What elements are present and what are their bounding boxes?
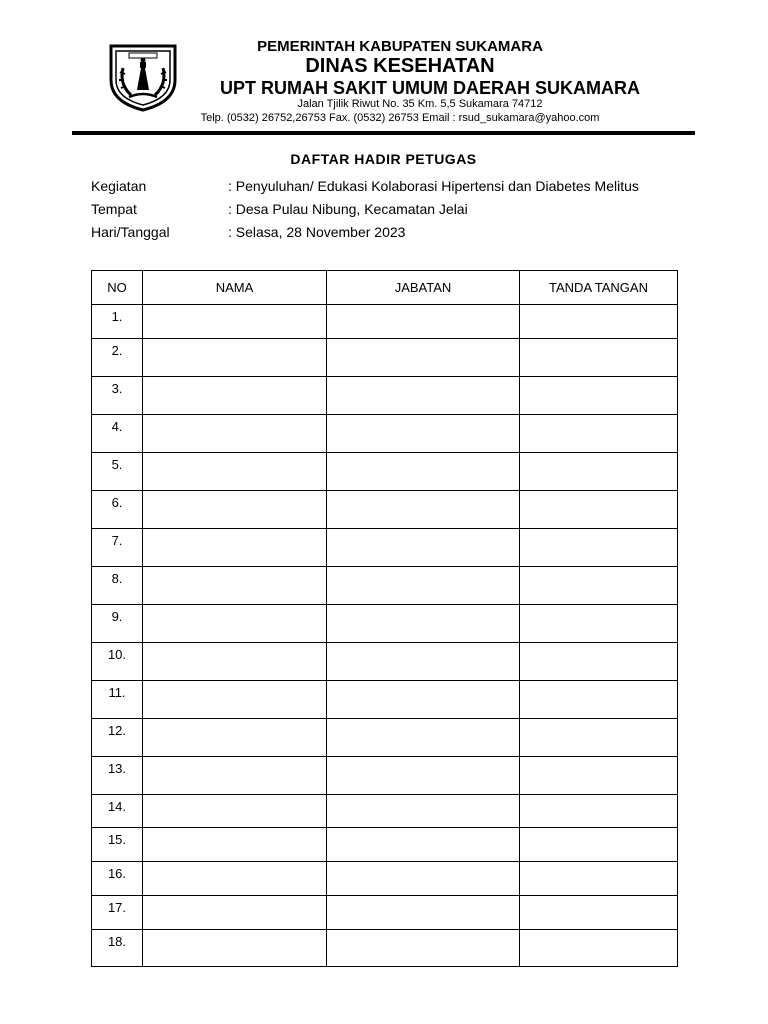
attendance-table xyxy=(91,270,678,967)
row-number: 10. xyxy=(92,643,143,681)
position-cell[interactable] xyxy=(327,643,520,681)
signature-cell[interactable] xyxy=(520,453,678,491)
name-cell[interactable] xyxy=(143,491,327,529)
signature-cell[interactable] xyxy=(520,681,678,719)
table-row xyxy=(92,681,678,719)
position-cell[interactable] xyxy=(327,339,520,377)
table-row xyxy=(92,415,678,453)
row-number: 13. xyxy=(92,757,143,795)
row-number: 8. xyxy=(92,567,143,605)
table-row xyxy=(92,795,678,828)
signature-cell[interactable] xyxy=(520,896,678,930)
row-number: 18. xyxy=(92,930,143,967)
signature-cell[interactable] xyxy=(520,828,678,862)
position-cell[interactable] xyxy=(327,896,520,930)
info-value: : Selasa, 28 November 2023 xyxy=(228,224,406,240)
row-number: 2. xyxy=(92,339,143,377)
row-number: 17. xyxy=(92,896,143,930)
table-row xyxy=(92,567,678,605)
name-cell[interactable] xyxy=(143,643,327,681)
table-row xyxy=(92,757,678,795)
name-cell[interactable] xyxy=(143,681,327,719)
table-row xyxy=(92,453,678,491)
signature-cell[interactable] xyxy=(520,795,678,828)
info-label: Tempat xyxy=(91,201,137,217)
row-number: 15. xyxy=(92,828,143,862)
position-cell[interactable] xyxy=(327,377,520,415)
signature-cell[interactable] xyxy=(520,719,678,757)
row-number: 16. xyxy=(92,862,143,896)
table-body xyxy=(92,305,678,967)
row-number: 7. xyxy=(92,529,143,567)
column-header-jabatan: JABATAN xyxy=(327,271,520,305)
row-number: 4. xyxy=(92,415,143,453)
position-cell[interactable] xyxy=(327,681,520,719)
info-value: : Desa Pulau Nibung, Kecamatan Jelai xyxy=(228,201,468,217)
signature-cell[interactable] xyxy=(520,757,678,795)
table-row xyxy=(92,339,678,377)
kop-hospital-name: UPT RUMAH SAKIT UMUM DAERAH SUKAMARA xyxy=(220,78,640,98)
signature-cell[interactable] xyxy=(520,305,678,339)
signature-cell[interactable] xyxy=(520,491,678,529)
row-number: 3. xyxy=(92,377,143,415)
kop-contact: Telp. (0532) 26752,26753 Fax. (0532) 26753 Email : rsud_sukamara@yahoo.com xyxy=(200,112,600,124)
signature-cell[interactable] xyxy=(520,643,678,681)
signature-cell[interactable] xyxy=(520,862,678,896)
name-cell[interactable] xyxy=(143,567,327,605)
info-label: Hari/Tanggal xyxy=(91,224,170,240)
name-cell[interactable] xyxy=(143,305,327,339)
position-cell[interactable] xyxy=(327,605,520,643)
position-cell[interactable] xyxy=(327,719,520,757)
position-cell[interactable] xyxy=(327,491,520,529)
position-cell[interactable] xyxy=(327,757,520,795)
letterhead-divider xyxy=(72,131,695,135)
table-row xyxy=(92,491,678,529)
name-cell[interactable] xyxy=(143,896,327,930)
name-cell[interactable] xyxy=(143,377,327,415)
position-cell[interactable] xyxy=(327,930,520,967)
position-cell[interactable] xyxy=(327,567,520,605)
table-header-row xyxy=(92,271,678,305)
table-row xyxy=(92,896,678,930)
row-number: 12. xyxy=(92,719,143,757)
signature-cell[interactable] xyxy=(520,605,678,643)
name-cell[interactable] xyxy=(143,862,327,896)
info-label: Kegiatan xyxy=(91,178,147,194)
signature-cell[interactable] xyxy=(520,930,678,967)
name-cell[interactable] xyxy=(143,529,327,567)
name-cell[interactable] xyxy=(143,795,327,828)
name-cell[interactable] xyxy=(143,930,327,967)
kop-government-name: PEMERINTAH KABUPATEN SUKAMARA xyxy=(257,38,543,55)
regency-crest-icon xyxy=(107,40,179,112)
name-cell[interactable] xyxy=(143,415,327,453)
name-cell[interactable] xyxy=(143,453,327,491)
signature-cell[interactable] xyxy=(520,415,678,453)
column-header-tanda-tangan: TANDA TANGAN xyxy=(520,271,678,305)
signature-cell[interactable] xyxy=(520,377,678,415)
kop-department-name: DINAS KESEHATAN xyxy=(305,55,495,77)
position-cell[interactable] xyxy=(327,453,520,491)
position-cell[interactable] xyxy=(327,795,520,828)
table-row xyxy=(92,605,678,643)
column-header-nama: NAMA xyxy=(143,271,327,305)
name-cell[interactable] xyxy=(143,828,327,862)
table-row xyxy=(92,828,678,862)
name-cell[interactable] xyxy=(143,757,327,795)
info-value: : Penyuluhan/ Edukasi Kolaborasi Hipertensi dan Diabetes Melitus xyxy=(228,178,639,194)
kop-address: Jalan Tjilik Riwut No. 35 Km. 5,5 Sukamara 74712 xyxy=(297,98,543,110)
position-cell[interactable] xyxy=(327,529,520,567)
row-number: 11. xyxy=(92,681,143,719)
table-row xyxy=(92,719,678,757)
table-row xyxy=(92,377,678,415)
row-number: 9. xyxy=(92,605,143,643)
signature-cell[interactable] xyxy=(520,567,678,605)
position-cell[interactable] xyxy=(327,862,520,896)
table-row xyxy=(92,862,678,896)
position-cell[interactable] xyxy=(327,305,520,339)
signature-cell[interactable] xyxy=(520,529,678,567)
row-number: 6. xyxy=(92,491,143,529)
table-row xyxy=(92,305,678,339)
name-cell[interactable] xyxy=(143,339,327,377)
column-header-no: NO xyxy=(92,271,143,305)
document-title: DAFTAR HADIR PETUGAS xyxy=(290,151,477,167)
table-row xyxy=(92,930,678,967)
name-cell[interactable] xyxy=(143,719,327,757)
table-row xyxy=(92,529,678,567)
position-cell[interactable] xyxy=(327,828,520,862)
signature-cell[interactable] xyxy=(520,339,678,377)
table-row xyxy=(92,643,678,681)
row-number: 5. xyxy=(92,453,143,491)
row-number: 14. xyxy=(92,795,143,828)
name-cell[interactable] xyxy=(143,605,327,643)
position-cell[interactable] xyxy=(327,415,520,453)
row-number: 1. xyxy=(92,305,143,339)
